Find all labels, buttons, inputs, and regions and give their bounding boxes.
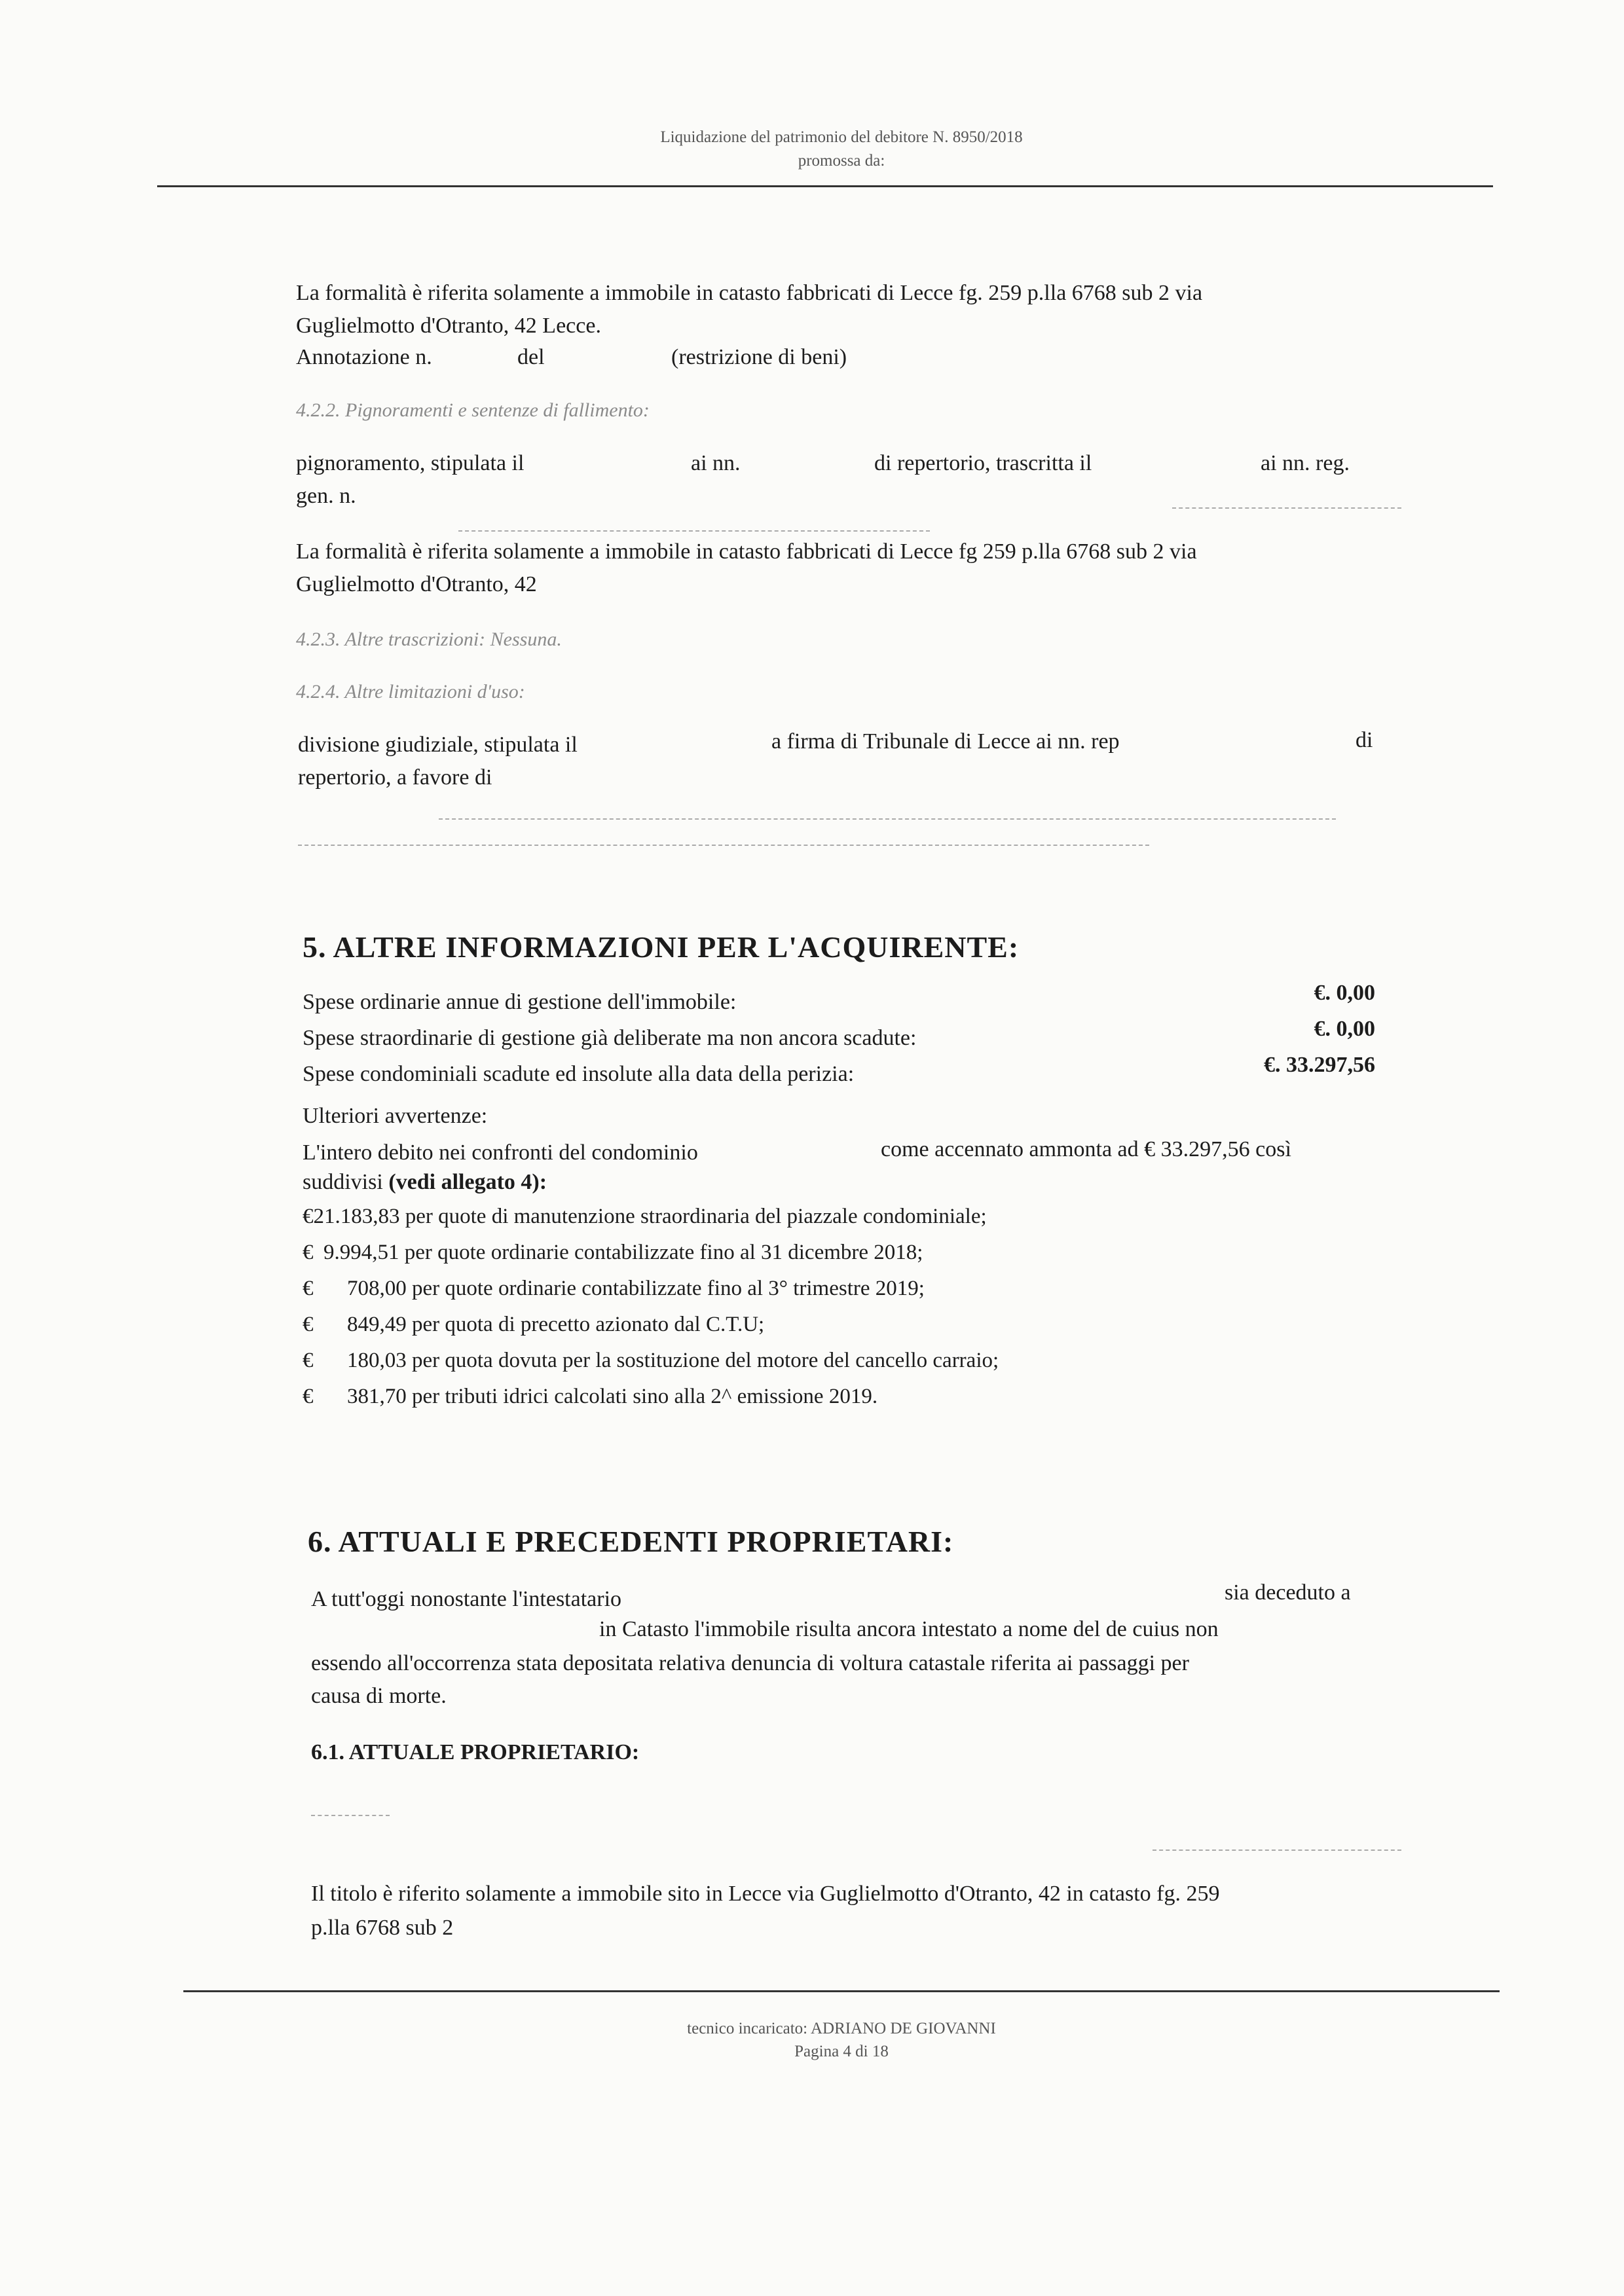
debt-text-a: L'intero debito nei confronti del condominio xyxy=(303,1140,698,1165)
header-title: Liquidazione del patrimonio del debitore N. 8950/2018 xyxy=(660,128,1023,146)
division-text-c: di xyxy=(1356,728,1373,752)
debt-item-text: per quote ordinarie contabilizzate fino al 3° trimestre 2019; xyxy=(412,1277,925,1300)
scan-artifact xyxy=(1153,1850,1401,1851)
expense-row-amount: €. 0,00 xyxy=(1314,981,1375,1005)
foreclosure-text-a: pignoramento, stipulata il xyxy=(296,451,525,475)
title-deed-line-2: p.lla 6768 sub 2 xyxy=(311,1916,454,1940)
debt-item xyxy=(303,1313,764,1337)
debt-item-text: per quota dovuta per la sostituzione del motore del cancello carraio; xyxy=(412,1349,999,1372)
debt-item-amount: 708,00 xyxy=(347,1277,407,1300)
currency-symbol: € xyxy=(303,1277,314,1300)
owners-text-c: in Catasto l'immobile risulta ancora intestato a nome del de cuius non xyxy=(599,1617,1219,1641)
header-rule xyxy=(157,185,1493,187)
debt-item xyxy=(303,1385,877,1409)
division-text-a: divisione giudiziale, stipulata il xyxy=(298,733,578,757)
debt-item-amount: 381,70 xyxy=(347,1385,407,1408)
scan-artifact xyxy=(311,1815,390,1816)
expense-row-label: Spese ordinarie annue di gestione dell'immobile: xyxy=(303,990,737,1014)
owners-text-a: A tutt'oggi nonostante l'intestatario xyxy=(311,1587,622,1611)
foreclosure-text-e: gen. n. xyxy=(296,484,356,508)
subsection-4-2-2: 4.2.2. Pignoramenti e sentenze di fallimento: xyxy=(296,399,650,421)
footer-technician: tecnico incaricato: ADRIANO DE GIOVANNI xyxy=(687,2020,996,2037)
owners-text-e: causa di morte. xyxy=(311,1684,447,1708)
debt-text-c-line xyxy=(303,1167,547,1197)
footer-page-number: Pagina 4 di 18 xyxy=(794,2043,889,2060)
debt-item-text: per quote ordinarie contabilizzate fino al 31 dicembre 2018; xyxy=(404,1241,923,1264)
expense-row-label: Spese straordinarie di gestione già deliberate ma non ancora scadute: xyxy=(303,1026,917,1050)
debt-item-amount: 849,49 xyxy=(347,1313,407,1336)
owners-text-d: essendo all'occorrenza stata depositata relativa denuncia di voltura catastale riferita ai passaggi per xyxy=(311,1651,1189,1675)
debt-item-text: per quote di manutenzione straordinaria del piazzale condominiale; xyxy=(405,1205,987,1228)
owners-text-b: sia deceduto a xyxy=(1225,1580,1351,1605)
section-6-title: 6. ATTUALI E PRECEDENTI PROPRIETARI: xyxy=(308,1525,954,1558)
division-text-b: a firma di Tribunale di Lecce ai nn. rep xyxy=(771,729,1120,754)
expense-row-amount: €. 33.297,56 xyxy=(1264,1053,1375,1077)
currency-symbol: € xyxy=(303,1205,314,1228)
subsection-4-2-3: 4.2.3. Altre trascrizioni: Nessuna. xyxy=(296,629,562,650)
annotation-label: Annotazione n. xyxy=(296,345,432,369)
formality-line-1: La formalità è riferita solamente a immobile in catasto fabbricati di Lecce fg. 259 p.lla 6768 sub 2 via xyxy=(296,281,1203,305)
foreclosure-text-b: ai nn. xyxy=(691,451,741,475)
scan-artifact xyxy=(1172,507,1401,509)
debt-text-b: come accennato ammonta ad € 33.297,56 così xyxy=(881,1137,1291,1161)
debt-item-amount: 9.994,51 xyxy=(323,1241,399,1264)
scan-artifact xyxy=(458,530,930,532)
subsection-4-2-4: 4.2.4. Altre limitazioni d'uso: xyxy=(296,681,525,702)
scan-artifact xyxy=(439,818,1336,820)
debt-item-text: per tributi idrici calcolati sino alla 2^ emissione 2019. xyxy=(412,1385,878,1408)
formality-2-line-1: La formalità è riferita solamente a immobile in catasto fabbricati di Lecce fg 259 p.lla 6768 sub 2 via xyxy=(296,539,1197,564)
debt-item xyxy=(303,1349,999,1373)
currency-symbol: € xyxy=(303,1313,314,1336)
formality-line-2: Guglielmotto d'Otranto, 42 Lecce. xyxy=(296,314,601,338)
formality-2-line-2: Guglielmotto d'Otranto, 42 xyxy=(296,572,537,596)
expense-row-amount: €. 0,00 xyxy=(1314,1017,1375,1041)
title-deed-line-1: Il titolo è riferito solamente a immobile sito in Lecce via Guglielmotto d'Otranto, 42 in catasto fg. 259 xyxy=(311,1882,1220,1906)
warnings-label: Ulteriori avvertenze: xyxy=(303,1104,488,1128)
attachment-reference: (vedi allegato 4): xyxy=(388,1170,547,1194)
foreclosure-text-c: di repertorio, trascritta il xyxy=(874,451,1092,475)
currency-symbol: € xyxy=(303,1385,314,1408)
debt-item xyxy=(303,1241,923,1265)
section-5-title: 5. ALTRE INFORMAZIONI PER L'ACQUIRENTE: xyxy=(303,930,1020,964)
division-text-d: repertorio, a favore di xyxy=(298,765,492,790)
debt-item-amount: 21.183,83 xyxy=(313,1205,400,1228)
annotation-note: (restrizione di beni) xyxy=(671,345,847,369)
subsection-6-1-title: 6.1. ATTUALE PROPRIETARIO: xyxy=(311,1740,640,1764)
footer-rule xyxy=(183,1990,1500,1992)
header-promoter: promossa da: xyxy=(798,152,885,170)
scan-artifact xyxy=(298,845,1149,846)
debt-item xyxy=(303,1205,987,1229)
debt-item-text: per quota di precetto azionato dal C.T.U; xyxy=(412,1313,765,1336)
foreclosure-text-d: ai nn. reg. xyxy=(1261,451,1350,475)
annotation-del: del xyxy=(517,345,545,369)
debt-item xyxy=(303,1277,925,1301)
debt-text-c: suddivisi xyxy=(303,1170,383,1194)
debt-item-amount: 180,03 xyxy=(347,1349,407,1372)
expense-row-label: Spese condominiali scadute ed insolute alla data della perizia: xyxy=(303,1062,855,1086)
currency-symbol: € xyxy=(303,1349,314,1372)
currency-symbol: € xyxy=(303,1241,314,1264)
